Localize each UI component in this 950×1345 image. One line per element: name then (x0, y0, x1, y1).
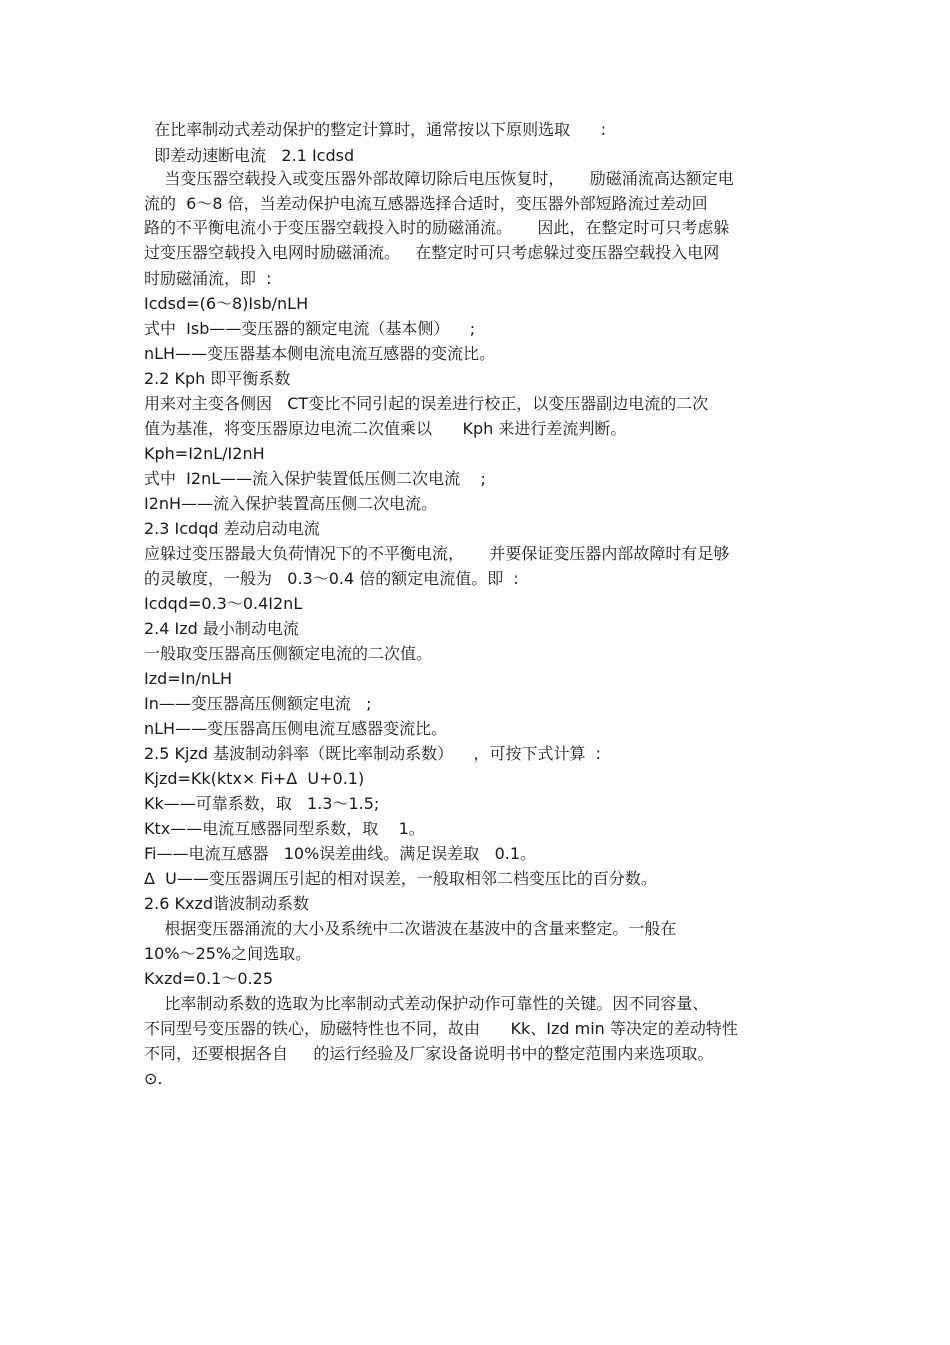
text-line: 一般取变压器高压侧额定电流的二次值。 (144, 644, 433, 663)
text-line: 不同，还要根据各自 的运行经验及厂家设备说明书中的整定范围内来选项取。 (144, 1044, 714, 1063)
text-line: 过变压器空载投入电网时励磁涌流。 在整定时可只考虑躲过变压器空载投入电网 (144, 243, 720, 262)
text-line: ⊙. (144, 1069, 163, 1088)
text-line: 值为基准，将变压器原边电流二次值乘以 Kph 来进行差流判断。 (144, 419, 627, 438)
text-line: nLH——变压器基本侧电流电流互感器的变流比。 (144, 344, 496, 363)
text-line: 时励磁涌流，即 : (144, 269, 272, 288)
text-line: 流的 6～8 倍，当差动保护电流互感器选择合适时，变压器外部短路流过差动回 (144, 194, 708, 213)
text-line: 当变压器空载投入或变压器外部故障切除后电压恢复时， 励磁涌流高达额定电 (144, 169, 734, 188)
text-line: 用来对主变各侧因 CT变比不同引起的误差进行校正，以变压器副边电流的二次 (144, 394, 709, 413)
text-line: 式中 Isb——变压器的额定电流（基本侧） ; (144, 319, 476, 338)
formula-line: Icdsd=(6～8)Isb/nLH (144, 294, 309, 313)
text-line: 根据变压器涌流的大小及系统中二次谐波在基波中的含量来整定。一般在 (144, 919, 677, 938)
text-line: Kk——可靠系数，取 1.3～1.5; (144, 794, 380, 813)
text-line: nLH——变压器高压侧电流互感器变流比。 (144, 719, 448, 738)
formula-line: Icdqd=0.3～0.4I2nL (144, 594, 303, 613)
formula-line: Kjzd=Kk(ktx× Fi+Δ U+0.1) (144, 769, 365, 788)
text-line: Fi——电流互感器 10%误差曲线。满足误差取 0.1。 (144, 844, 537, 863)
text-line: In——变压器高压侧额定电流 ; (144, 694, 372, 713)
text-line: 不同型号变压器的铁心，励磁特性也不同，故由 Kk、Izd min 等决定的差动特性 (144, 1019, 738, 1038)
section-heading: 2.2 Kph 即平衡系数 (144, 369, 291, 388)
text-line: Δ U——变压器调压引起的相对误差，一般取相邻二档变压比的百分数。 (144, 869, 657, 888)
text-line: I2nH——流入保护装置高压侧二次电流。 (144, 494, 438, 513)
section-heading: 2.5 Kjzd 基波制动斜率（既比率制动系数） ，可按下式计算 : (144, 744, 602, 763)
text-line: 式中 I2nL——流入保护装置低压侧二次电流 ; (144, 469, 486, 488)
text-line: 路的不平衡电流小于变压器空载投入时的励磁涌流。 因此，在整定时可只考虑躲 (144, 218, 730, 237)
text-line: Ktx——电流互感器同型系数，取 1。 (144, 819, 425, 838)
text-line: 在比率制动式差动保护的整定计算时，通常按以下原则选取 : (144, 120, 607, 139)
text-line: 的灵敏度，一般为 0.3～0.4 倍的额定电流值。即 : (144, 569, 519, 588)
section-heading: 2.3 Icdqd 差动启动电流 (144, 519, 320, 538)
text-line: 即差动速断电流 2.1 Icdsd (144, 146, 355, 165)
formula-line: Kph=I2nL/I2nH (144, 444, 265, 463)
text-line: 10%～25%之间选取。 (144, 944, 312, 963)
text-line: 应躲过变压器最大负荷情况下的不平衡电流， 并要保证变压器内部故障时有足够 (144, 544, 730, 563)
formula-line: Kxzd=0.1～0.25 (144, 969, 273, 988)
section-heading: 2.4 Izd 最小制动电流 (144, 619, 299, 638)
formula-line: Izd=In/nLH (144, 669, 233, 688)
section-heading: 2.6 Kxzd谐波制动系数 (144, 894, 310, 913)
text-line: 比率制动系数的选取为比率制动式差动保护动作可靠性的关键。因不同容量、 (144, 994, 709, 1013)
